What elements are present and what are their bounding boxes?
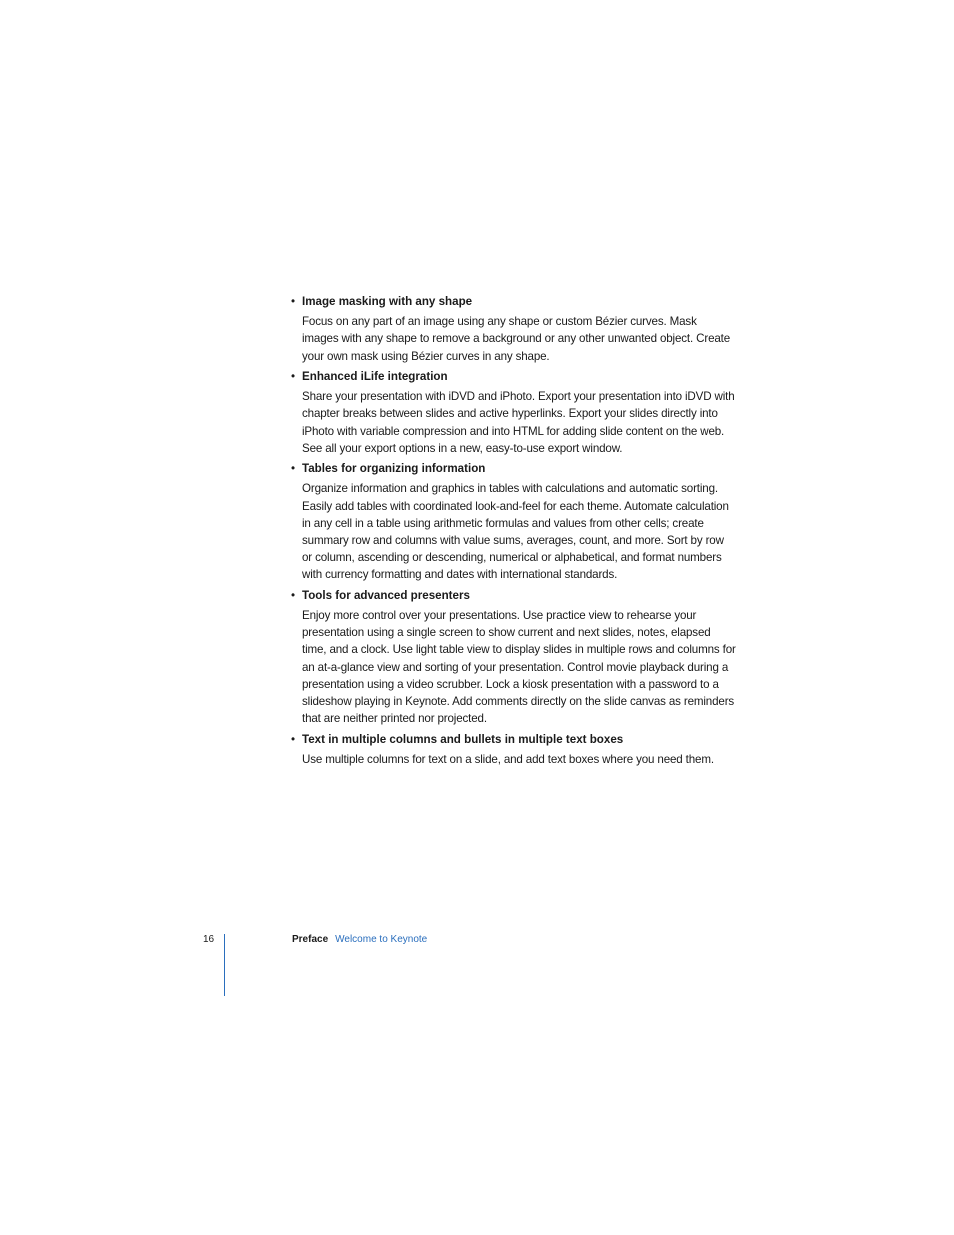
feature-item-presenter-tools [291, 587, 741, 728]
footer-divider [224, 934, 225, 996]
feature-item-multiple-columns [291, 731, 741, 768]
feature-title-text: Tools for advanced presenters [302, 588, 470, 602]
feature-description: Use multiple columns for text on a slide, and add text boxes where you need them. [302, 752, 714, 766]
feature-description: Share your presentation with iDVD and iPhoto. Export your presentation into iDVD with chapter breaks between slides and active hyperlinks. Export your slides directly into iPhoto with variable compression and into HTML for adding slide content on the web. See all your export options in a new, easy-to-use export window. [302, 390, 735, 455]
feature-item-ilife-integration [291, 368, 741, 457]
feature-title [291, 368, 741, 385]
bullet-icon: • [291, 732, 296, 746]
running-footer [292, 933, 427, 947]
footer-chapter-title: Welcome to Keynote [335, 934, 428, 945]
feature-item-tables [291, 460, 741, 583]
feature-description: Focus on any part of an image using any shape or custom Bézier curves. Mask images with any shape to remove a background or any other unwanted object. Create your own mask using Bézier curves in any shape. [302, 315, 731, 363]
bullet-icon: • [291, 295, 296, 308]
footer-section-label: Preface [292, 934, 329, 945]
feature-title-text: Tables for organizing information [302, 462, 486, 476]
feature-title [291, 293, 741, 310]
feature-title [291, 587, 741, 604]
feature-title-text: Text in multiple columns and bullets in multiple text boxes [302, 732, 624, 746]
feature-item-image-masking [291, 293, 741, 365]
feature-title-text: Image masking with any shape [302, 295, 473, 308]
bullet-icon: • [291, 588, 296, 602]
bullet-icon: • [291, 370, 296, 383]
feature-title-text: Enhanced iLife integration [302, 370, 448, 383]
bullet-icon: • [291, 462, 296, 476]
feature-description: Organize information and graphics in tables with calculations and automatic sorting. Easily add tables with coordinated look-and-feel for each theme. Automate calculation in any cell in a table using arithmetic formulas and values from other cells; create summary row and columns with value sums, averages, count, and more. Sort by row or column, ascending or descending, numerical or alphabetical, and format numbers with currency formatting and dates with international standards. [302, 482, 729, 582]
feature-list [291, 293, 741, 771]
feature-description: Enjoy more control over your presentations. Use practice view to rehearse your presentation using a single screen to show current and next slides, notes, elapsed time, and a clock. Use light table view to display slides in multiple rows and columns for an at-a-glance view and sorting of your presentation. Control movie playback during a presentation using a video scrubber. Lock a kiosk presentation with a password to a slideshow playing in Keynote. Add comments directly on the slide canvas as reminders that are neither printed nor projected. [302, 609, 736, 726]
page-number: 16 [203, 934, 215, 945]
feature-title [291, 460, 741, 477]
feature-title [291, 731, 741, 748]
